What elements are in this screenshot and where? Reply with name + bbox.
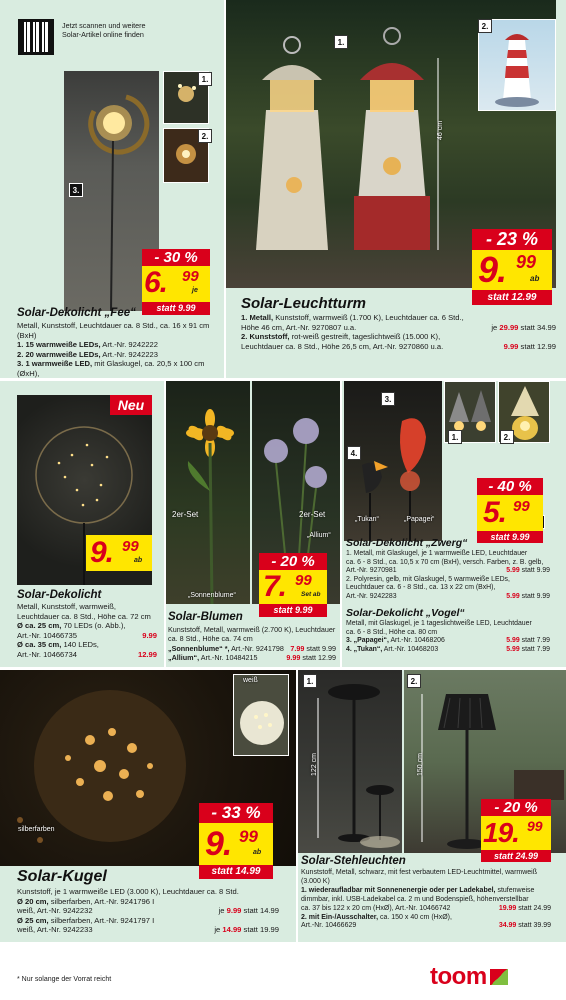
deko-price-suffix: ab xyxy=(134,557,143,564)
deko-line-4: Art.-Nr. 10466734 12.99 xyxy=(17,649,157,659)
steh-tag-2: 2. xyxy=(407,674,421,688)
deko-line-1: Ø ca. 25 cm, 70 LEDs (o. Abb.), xyxy=(17,621,126,631)
blumen-price-1: 7.99 statt 9.99 xyxy=(290,643,336,653)
vogel-line-1: Metall, mit Glaskugel, je 1 tageslichtweiße LED, Leuchtdauer xyxy=(346,620,532,627)
steh-line-2: dimmbar, inkl. USB-Ladekabel ca. 2 m und Bodenspieß, höhenverstellbar xyxy=(301,895,529,903)
zwerg-line-6: Art.-Nr. 9242283 5.99 statt 9.99 xyxy=(346,592,550,600)
blumen-photo-sonnenblume xyxy=(166,381,250,604)
deko-price-main: 9. xyxy=(90,536,114,569)
blumen-statt: statt 9.99 xyxy=(259,604,327,617)
footer-note: * Nur solange der Vorrat reicht xyxy=(17,976,112,983)
turm-line-2: Höhe 46 cm, Art.-Nr. 9270807 u.a. je 29.99 statt 34.99 xyxy=(241,322,556,332)
zwerg-desc xyxy=(346,550,550,602)
blumen-price-suffix: Set ab xyxy=(301,591,321,598)
fee-statt: statt 9.99 xyxy=(142,302,210,315)
blumen-price-2: 9.99 statt 12.99 xyxy=(286,653,336,663)
zwerg-price-box xyxy=(477,495,543,531)
vogel-line-3: 3. „Papagei“, Art.-Nr. 10468206 5.99 statt 7.99 xyxy=(346,637,550,645)
turm-price-box xyxy=(472,250,552,290)
deko-new-badge: Neu xyxy=(110,395,152,415)
kugel-price-box xyxy=(199,823,273,865)
zwerg-line-4: 2. Polyresin, gelb, mit Glaskugel, 5 warmweiße LEDs, xyxy=(346,575,510,583)
kugel-color-weiss: weiß xyxy=(243,677,258,684)
turm-line-3: 2. Kunststoff, rot-weiß gestreift, tageslichtweiß (15.000 K), xyxy=(241,332,441,342)
steh-line-1: 1. wiederaufladbar mit Sonnenenergie oder per Ladekabel, stufenweise xyxy=(301,886,535,894)
turm-discount: - 23 % xyxy=(472,229,552,250)
blumen-price-cents: 99 xyxy=(295,572,312,589)
fee-tag-2: 2. xyxy=(198,129,212,143)
turm-desc xyxy=(241,313,556,351)
turm-line-1: 1. Metall, Kunststoff, warmweiß (1.700 K), Leuchtdauer ca. 6 Std., xyxy=(241,313,464,322)
blumen-set-2: 2er-Set xyxy=(299,510,326,519)
zwerg-name-tukan: „Tukan“ xyxy=(355,516,379,523)
turm-statt: statt 12.99 xyxy=(472,290,552,305)
steh-desc-line: Kunststoff, Metall, schwarz, mit fest verbautem LED-Leuchtmittel, warmweiß (3.000 K) xyxy=(301,869,538,885)
deko-line-2: Art.-Nr. 10466735 9.99 xyxy=(17,630,157,640)
kugel-price-2: je 14.99 statt 19.99 xyxy=(214,925,279,935)
kugel-price-cents: 99 xyxy=(239,827,258,846)
turm-line-4: Leuchtdauer ca. 8 Std., Höhe 26,5 cm, Art.-Nr. 9270860 u.a. 9.99 statt 12.99 xyxy=(241,341,556,351)
zwerg-price-2: 5.99 statt 9.99 xyxy=(506,592,550,600)
steh-statt: statt 24.99 xyxy=(481,850,551,862)
vogel-title: Solar-Dekolicht „Vogel“ xyxy=(346,607,465,619)
zwerg-title: Solar-Dekolicht „Zwerg“ xyxy=(346,537,468,549)
kugel-title: Solar-Kugel xyxy=(17,868,107,885)
steh-tag-1: 1. xyxy=(303,674,317,688)
kugel-color-silber: silberfarben xyxy=(18,826,55,833)
steh-price-box xyxy=(481,816,551,850)
kugel-statt: statt 14.99 xyxy=(199,865,273,879)
steh-height-1: 122 cm xyxy=(311,753,318,776)
deko-price-cents: 99 xyxy=(122,538,139,555)
fee-line-1: 1. 15 warmweiße LEDs, Art.-Nr. 9242222 xyxy=(17,340,158,350)
vogel-line-2: ca. 6 - 8 Std., Höhe ca. 80 cm xyxy=(346,628,438,636)
zwerg-tag-4: 4. xyxy=(347,446,361,460)
deko-price-box xyxy=(86,535,152,571)
fee-tag-3: 3. xyxy=(69,183,83,197)
zwerg-price-1: 5.99 statt 9.99 xyxy=(506,567,550,575)
zwerg-statt: statt 9.99 xyxy=(477,531,543,543)
fee-price-suffix: je xyxy=(192,287,198,294)
kugel-line-4: weiß, Art.-Nr. 9242233 je 14.99 statt 19.99 xyxy=(17,925,279,935)
blumen-title: Solar-Blumen xyxy=(168,611,243,623)
steh-price-main: 19. xyxy=(483,817,519,848)
vogel-price-2: 5.99 statt 7.99 xyxy=(506,645,550,653)
blumen-discount: - 20 % xyxy=(259,553,327,570)
deko-line-3: Ø ca. 35 cm, 140 LEDs, xyxy=(17,640,99,650)
steh-price-cents: 99 xyxy=(527,818,543,834)
kugel-price-main: 9. xyxy=(205,825,232,863)
deko-desc xyxy=(17,602,157,660)
vogel-price-1: 5.99 statt 7.99 xyxy=(506,637,550,645)
steh-desc xyxy=(301,869,551,931)
kugel-line-2: weiß, Art.-Nr. 9242232 je 9.99 statt 14.99 xyxy=(17,906,279,916)
steh-height-2: 150 cm xyxy=(417,753,424,776)
fee-price-cents: 99 xyxy=(182,268,199,285)
steh-line-5: Art.-Nr. 10466629 34.99 statt 39.99 xyxy=(301,922,551,930)
kugel-line-1: Ø 20 cm, silberfarben, Art.-Nr. 9241796 I xyxy=(17,896,155,906)
fee-discount: - 30 % xyxy=(142,249,210,266)
fee-desc xyxy=(17,321,222,388)
deko-desc-line: Metall, Kunststoff, warmweiß, Leuchtdauer ca. 8 Std., Höhe ca. 72 cm xyxy=(17,602,151,621)
fee-price-main: 6. xyxy=(144,266,168,299)
zwerg-name-papagei: „Papagei“ xyxy=(404,516,435,523)
zwerg-price-main: 5. xyxy=(483,496,507,529)
toom-logo-mark-icon xyxy=(490,969,508,985)
zwerg-discount: - 40 % xyxy=(477,478,543,495)
toom-logo[interactable] xyxy=(430,965,550,989)
zwerg-line-1: 1. Metall, mit Glaskugel, je 1 warmweiße LED, Leuchtdauer xyxy=(346,550,528,557)
kugel-price-suffix: ab xyxy=(253,849,262,856)
kugel-discount: - 33 % xyxy=(199,803,273,823)
vogel-line-4: 4. „Tukan“, Art.-Nr. 10468203 5.99 statt 7.99 xyxy=(346,645,550,653)
blumen-line-2: „Allium“, Art.-Nr. 10484215 9.99 statt 12.99 xyxy=(168,653,336,663)
steh-discount: - 20 % xyxy=(481,799,551,816)
turm-price-suffix: ab xyxy=(530,274,540,283)
turm-tag-2: 2. xyxy=(478,19,492,33)
turm-tag-1: 1. xyxy=(334,35,348,49)
vogel-desc xyxy=(346,620,550,654)
qr-code[interactable] xyxy=(18,19,54,55)
blumen-set-1: 2er-Set xyxy=(172,510,199,519)
steh-line-3: ca. 37 bis 122 x 20 cm (HxØ), Art.-Nr. 10466742 19.99 statt 24.99 xyxy=(301,904,551,912)
kugel-photo-weiss xyxy=(233,674,289,756)
fee-title: Solar-Dekolicht „Fee“ xyxy=(17,307,136,319)
fee-line-3: 3. 1 warmweiße LED, mit Glaskugel, ca. 20,5 x 100 cm (ØxH), xyxy=(17,359,205,378)
steh-price-2: 34.99 statt 39.99 xyxy=(498,922,551,930)
blumen-desc-line: Kunststoff, Metall, warmweiß (2.700 K), Leuchtdauer ca. 8 Std., Höhe ca. 74 cm xyxy=(168,625,336,644)
kugel-line-3: Ø 25 cm, silberfarben, Art.-Nr. 9241797 I xyxy=(17,915,155,925)
qr-text: Jetzt scannen und weitere Solar-Artikel online finden xyxy=(62,21,146,39)
steh-price-1: 19.99 statt 24.99 xyxy=(498,904,551,912)
kugel-price-1: je 9.99 statt 14.99 xyxy=(218,906,279,916)
fee-line-2: 2. 20 warmweiße LEDs, Art.-Nr. 9242223 xyxy=(17,349,158,359)
fee-tag-1: 1. xyxy=(198,72,212,86)
zwerg-tag-3: 3. xyxy=(381,392,395,406)
fee-price-box xyxy=(142,266,210,302)
zwerg-tag-2: 2. xyxy=(500,430,514,444)
blumen-price-main: 7. xyxy=(263,570,287,603)
zwerg-price-cents: 99 xyxy=(513,498,530,515)
turm-price-cents: 99 xyxy=(516,252,537,272)
blumen-line-1: „Sonnenblume“ *, Art.-Nr. 9241798 7.99 statt 9.99 xyxy=(168,643,336,653)
turm-price-2: 9.99 statt 12.99 xyxy=(503,341,556,351)
deko-title: Solar-Dekolicht xyxy=(17,589,102,601)
zwerg-tag-1a: 1. xyxy=(448,430,462,444)
zwerg-line-3: Art.-Nr. 9270981 5.99 statt 9.99 xyxy=(346,567,550,575)
turm-price-main: 9. xyxy=(478,249,507,290)
steh-title: Solar-Stehleuchten xyxy=(301,855,406,867)
steh-line-4: 2. mit Ein-/Ausschalter, ca. 150 x 40 cm (HxØ), xyxy=(301,913,452,921)
fee-desc-line: Metall, Kunststoff, Leuchtdauer ca. 8 Std., ca. 16 x 91 cm (BxH) xyxy=(17,321,210,340)
zwerg-line-2: ca. 6 - 8 Std., ca. 10,5 x 70 cm (BxH), versch. Farben, z. B. gelb, xyxy=(346,558,544,566)
zwerg-line-5: Leuchtdauer ca. 6 - 8 Std., ca. 13 x 22 cm (BxH), xyxy=(346,584,496,592)
kugel-desc xyxy=(17,887,279,935)
kugel-desc-line: Kunststoff, je 1 warmweiße LED (3.000 K), Leuchtdauer ca. 8 Std. xyxy=(17,887,239,896)
turm-title: Solar-Leuchtturm xyxy=(241,295,367,312)
blumen-name-allium: „Allium“ xyxy=(307,532,331,539)
turm-height-label: 46 cm xyxy=(437,120,444,140)
blumen-desc xyxy=(168,625,336,663)
turm-price-1: je 29.99 statt 34.99 xyxy=(491,322,556,332)
toom-logo-text: toom xyxy=(430,963,487,990)
blumen-price-box xyxy=(259,570,327,604)
blumen-name-sonnenblume: „Sonnenblume“ xyxy=(188,592,236,599)
